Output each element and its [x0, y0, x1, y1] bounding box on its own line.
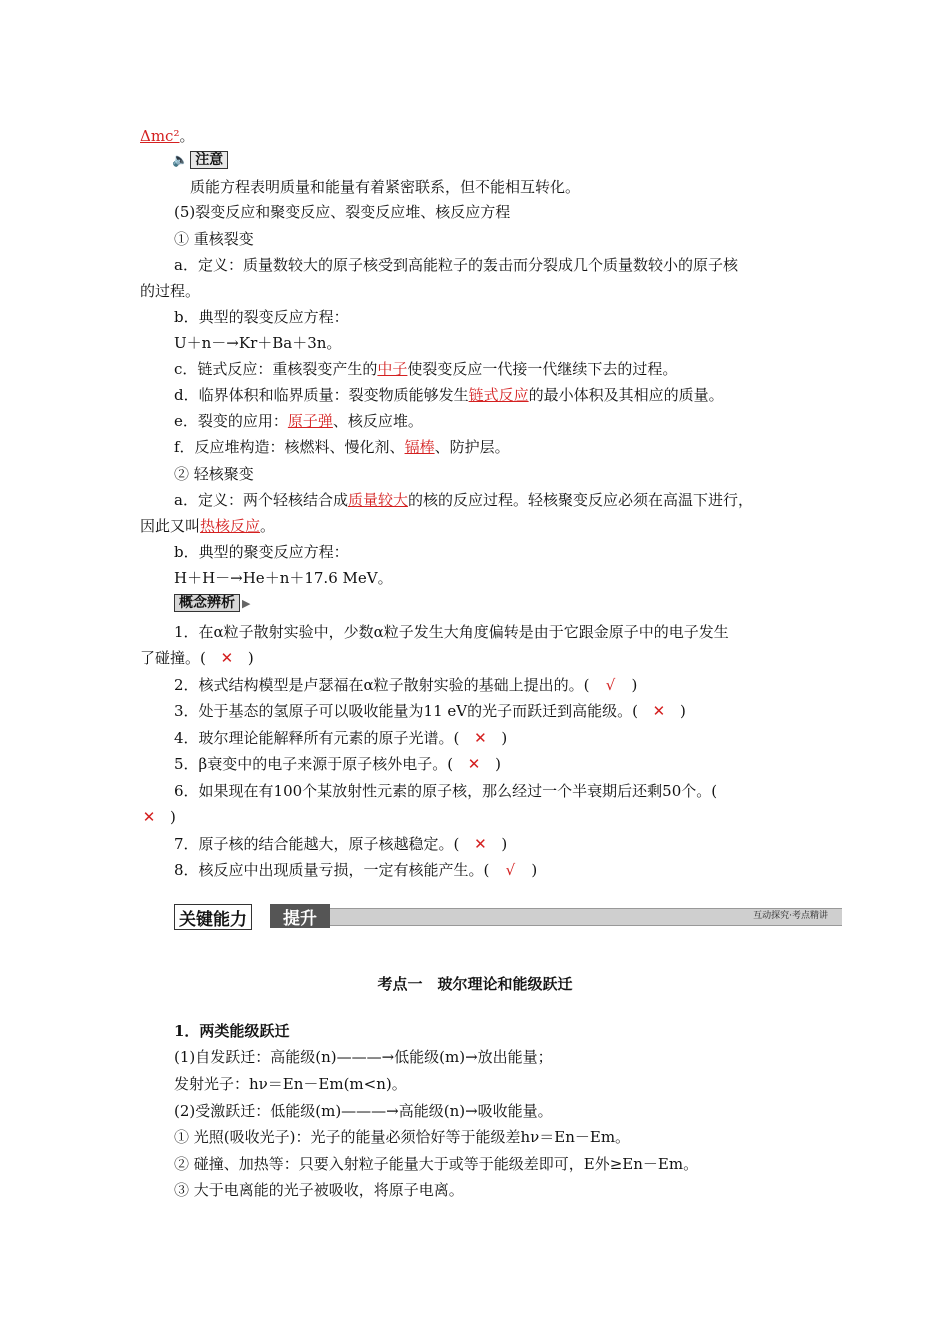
note-tag: [172, 150, 228, 170]
fusion-def-line2: [140, 516, 275, 536]
application-post: 、核反应堆。: [332, 412, 423, 430]
check-icon: √: [605, 676, 616, 694]
kp1-line-3: (2)受激跃迁：低能级(m)———→高能级(n)→吸收能量。: [174, 1102, 553, 1120]
kp1-line-5: ② 碰撞、加热等：只要入射粒子能量大于或等于能级差即可，E外≥En－Em。: [174, 1155, 699, 1173]
chain-post: 使裂变反应一代接一代继续下去的过程。: [407, 360, 678, 378]
concept-item-3: [174, 701, 686, 721]
reactor-answer: 镉棒: [404, 438, 435, 456]
fission-equation: U＋n－→Kr＋Ba＋3n。: [174, 334, 342, 352]
formula-end: 。: [179, 127, 195, 145]
reactor-pre: f．反应堆构造：核燃料、慢化剂、: [174, 438, 405, 456]
fission-def-line1: a．定义：质量数较大的原子核受到高能粒子的轰击而分裂成几个质量数较小的原子核: [174, 256, 738, 274]
item-close: ): [170, 808, 176, 826]
item-close: ): [495, 755, 501, 773]
item-text: 7．原子核的结合能越大，原子核越稳定。(: [174, 835, 460, 853]
reactor-line: [174, 437, 510, 457]
concept-item-8: [174, 860, 537, 880]
note-text: 质能方程表明质量和能量有着紧密联系，但不能相互转化。: [190, 178, 581, 196]
critical-line: [174, 385, 724, 405]
fusion2-pre: 因此又叫: [140, 517, 201, 535]
reactor-post: 、防护层。: [434, 438, 510, 456]
concept-item-5: [174, 754, 501, 774]
kp1-line-2: 发射光子：hν＝En－Em(m<n)。: [174, 1075, 407, 1093]
concept-label: 概念辨析: [174, 594, 240, 612]
fission-def-line2: 的过程。: [140, 282, 201, 300]
item-close: ): [679, 702, 686, 720]
fusion-title: ② 轻核聚变: [174, 465, 254, 483]
concept-item-4: [174, 728, 507, 748]
cross-icon: ✕: [142, 808, 156, 826]
item-text: 2．核式结构模型是卢瑟福在α粒子散射实验的基础上提出的。(: [174, 676, 590, 694]
formula-answer: Δmc²: [140, 127, 180, 145]
mass-energy-formula: [140, 126, 195, 146]
chain-pre: c．链式反应：重核裂变产生的: [174, 360, 378, 378]
arrow-icon: ▶: [242, 596, 251, 610]
check-icon: √: [505, 861, 516, 879]
item-text: 了碰撞。(: [140, 649, 206, 667]
chain-answer: 中子: [377, 360, 408, 378]
fusion2-answer: 热核反应: [200, 517, 261, 535]
application-answer: 原子弹: [287, 412, 333, 430]
concept-item-6-line2: [128, 807, 176, 827]
critical-answer: 链式反应: [468, 386, 529, 404]
fission-equation-label: b．典型的裂变反应方程：: [174, 308, 349, 326]
item-close: ): [501, 729, 508, 747]
item-close: ): [531, 861, 538, 879]
kp1-title: 考点一 玻尔理论和能级跃迁: [377, 975, 573, 993]
item-text: 3．处于基态的氢原子可以吸收能量为11 eV的光子而跃迁到高能级。(: [174, 702, 638, 720]
kp1-line-6: ③ 大于电离能的光子被吸收，将原子电离。: [174, 1181, 464, 1199]
critical-pre: d．临界体积和临界质量：裂变物质能够发生: [174, 386, 469, 404]
cross-icon: ✕: [220, 649, 234, 667]
fusion-def-line1: [174, 490, 753, 510]
fission-title: ① 重核裂变: [174, 230, 254, 248]
cross-icon: ✕: [474, 835, 487, 853]
note-label: 注意: [190, 151, 228, 169]
concept-item-1-line1: 1．在α粒子散射实验中，少数α粒子发生大角度偏转是由于它跟金原子中的电子发生: [174, 623, 729, 641]
fusion-post: 的核的反应过程。轻核聚变反应必须在高温下进行，: [407, 491, 753, 509]
item-close: ): [501, 835, 508, 853]
chain-reaction-line: [174, 359, 677, 379]
fusion-answer: 质量较大: [347, 491, 408, 509]
critical-post: 的最小体积及其相应的质量。: [528, 386, 724, 404]
concept-item-1-line2: [140, 648, 254, 668]
item-close: ): [631, 676, 638, 694]
kp1-line-1: (1)自发跃迁：高能级(n)———→低能级(m)→放出能量；: [174, 1048, 553, 1066]
application-line: [174, 411, 423, 431]
item-close: ): [247, 649, 254, 667]
fusion2-post: 。: [260, 517, 276, 535]
cross-icon: ✕: [652, 702, 666, 720]
item-text: 8．核反应中出现质量亏损，一定有核能产生。(: [174, 861, 490, 879]
banner-left: 关键能力: [174, 904, 252, 930]
concept-item-7: [174, 834, 507, 854]
concept-item-6-line1: 6．如果现在有100个某放射性元素的原子核，那么经过一个半衰期后还剩50个。(: [174, 782, 718, 800]
section-5-title: (5)裂变反应和聚变反应、裂变反应堆、核反应方程: [174, 203, 511, 221]
section-banner: [174, 902, 842, 930]
concept-item-2: [174, 675, 637, 695]
speaker-icon: 🔈: [172, 152, 189, 168]
kp1-line-4: ① 光照(吸收光子)：光子的能量必须恰好等于能级差hν＝En－Em。: [174, 1128, 631, 1146]
application-pre: e．裂变的应用：: [174, 412, 288, 430]
concept-tag: [174, 593, 250, 613]
cross-icon: ✕: [467, 755, 481, 773]
kp1-heading: 1．两类能级跃迁: [174, 1022, 290, 1040]
fusion-pre: a．定义：两个轻核结合成: [174, 491, 348, 509]
cross-icon: ✕: [474, 729, 487, 747]
banner-tag: 互动探究·考点精讲: [753, 911, 828, 921]
banner-right: 提升: [270, 904, 330, 928]
fusion-equation-label: b．典型的聚变反应方程：: [174, 543, 349, 561]
fusion-equation: H＋H－→He＋n＋17.6 MeV。: [174, 569, 393, 587]
item-text: 5．β衰变中的电子来源于原子核外电子。(: [174, 755, 454, 773]
item-text: 4．玻尔理论能解释所有元素的原子光谱。(: [174, 729, 460, 747]
